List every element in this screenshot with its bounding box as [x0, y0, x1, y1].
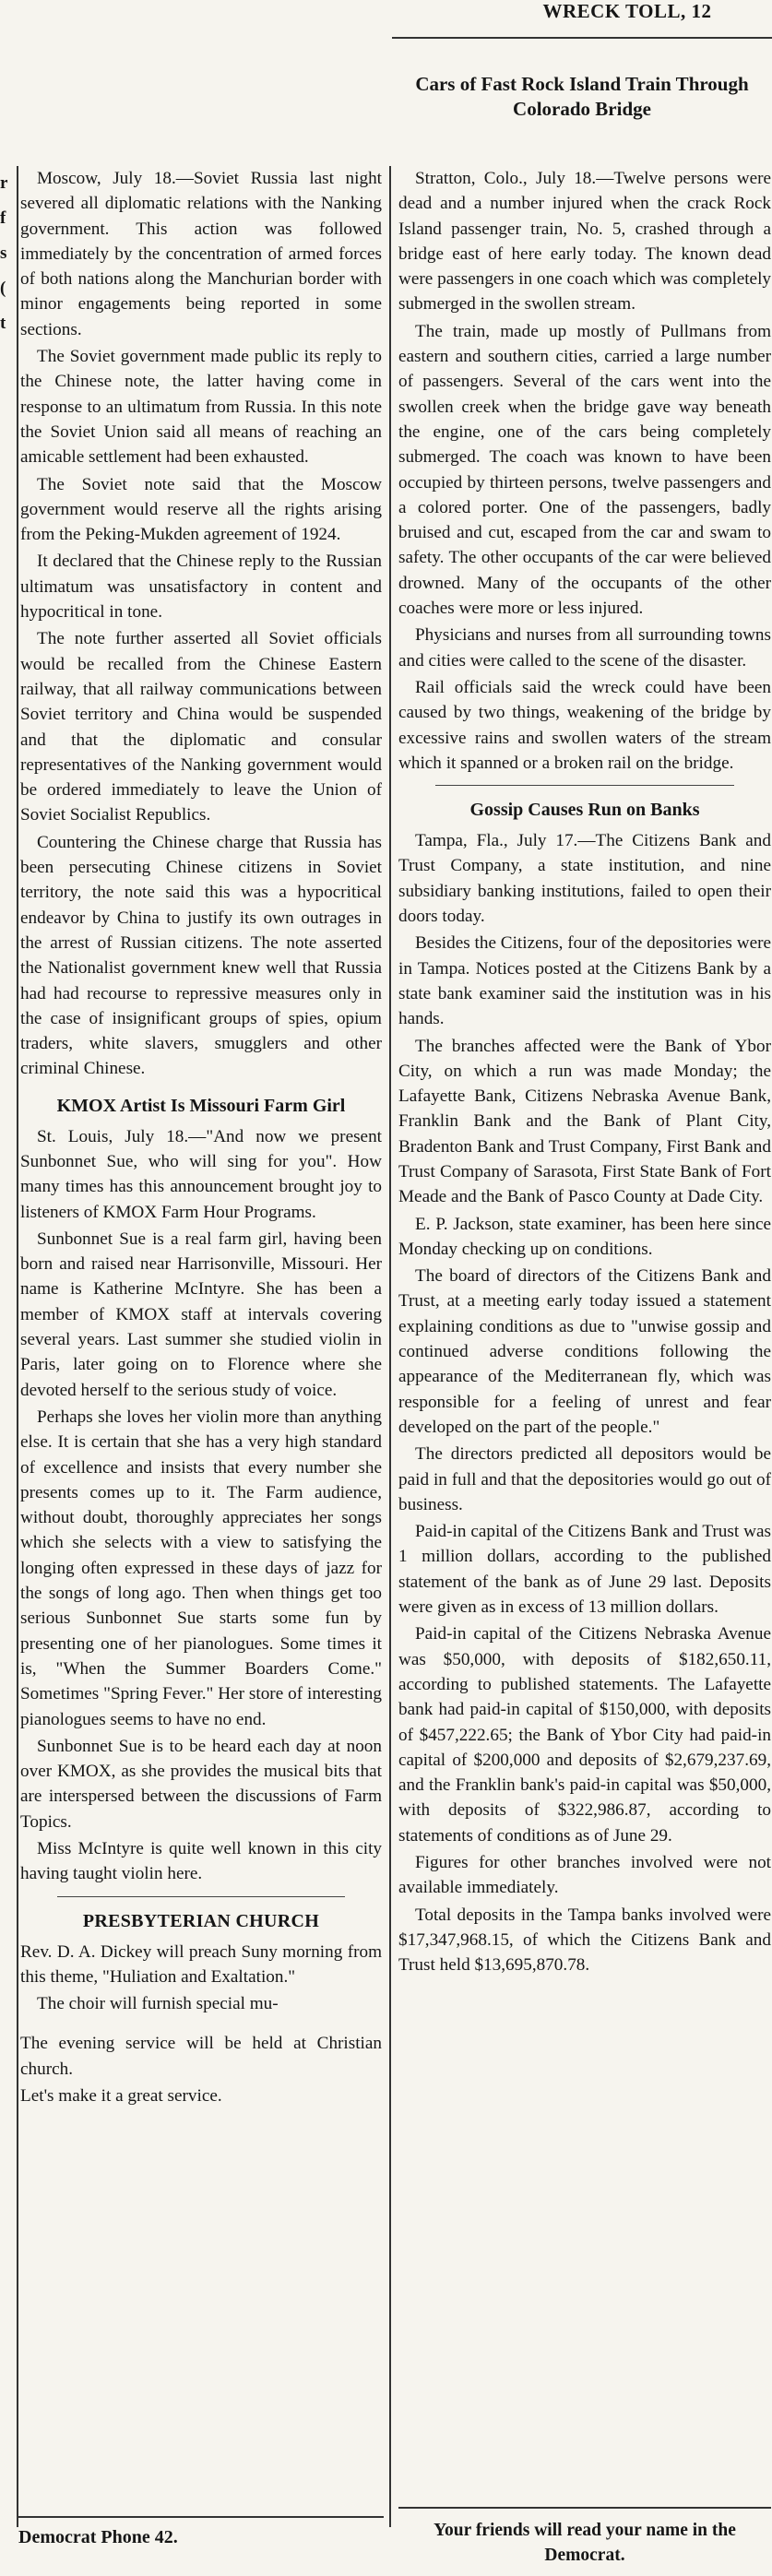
gossip-paragraph: The directors predicted all depositors would be paid in full and that the depositories would go out of business. — [398, 1444, 771, 1514]
kmox-paragraph: St. Louis, July 18.—"And now we present Sunbonnet Sue, who will sing for you". How many times has this announcement brought joy to listeners of KMOX Farm Hour Programs. — [20, 1126, 382, 1222]
edge-letter: ( — [0, 279, 6, 298]
right-footer-rule — [398, 2507, 771, 2509]
edge-letter: s — [0, 243, 7, 263]
section-rule — [435, 785, 734, 786]
section-rule — [57, 1896, 345, 1897]
edge-letter: r — [0, 173, 8, 193]
column-divider — [389, 166, 391, 2527]
left-edge-rule — [17, 166, 18, 2527]
gossip-paragraph: Tampa, Fla., July 17.—The Citizens Bank and Trust Company, a state institution, and nine subsidiary banking institutions, failed to open their doors today. — [398, 831, 771, 927]
gossip-paragraph: Besides the Citizens, four of the depositories were in Tampa. Notices posted at the Citizens Bank by a state bank examiner said the institution was in his hands. — [398, 933, 771, 1029]
gossip-paragraph: Paid-in capital of the Citizens Bank and Trust was 1 million dollars, according to the published statement of the bank as of June 29 last. Deposits were given as in excess of 13 million dollars. — [398, 1522, 771, 1618]
edge-letters — [0, 166, 17, 341]
soviet-paragraph: The Soviet note said that the Moscow government would reserve all the rights arising from the Peking-Mukden agreement of 1924. — [20, 474, 382, 545]
gossip-paragraph: Paid-in capital of the Citizens Nebraska Avenue was $50,000, with deposits of $182,650.11, according to published statements. The Lafayette bank had paid-in capital of $150,000, with deposits of $457,222.65; the Bank of Ybor City had paid-in capital of $200,000 and deposits of $2,679,237.69, and the Franklin bank's paid-in capital was $50,000, with deposits of $322,986.87, according to statements of conditions as of June 29. — [398, 1624, 771, 1846]
church-paragraph: The evening service will be held at Christian church. — [20, 2034, 382, 2079]
gossip-paragraph: E. P. Jackson, state examiner, has been here since Monday checking up on conditions. — [398, 1214, 771, 1259]
kmox-paragraph: Sunbonnet Sue is a real farm girl, having been born and raised near Harrisonville, Missouri. Her name is Katherine McIntyre. She has been a member of KMOX staff at intervals covering several years. Last summer she studied violin in Paris, later going on to Florence where she devoted herself to the serious study of voice. — [20, 1229, 382, 1400]
kmox-paragraph: Miss McIntyre is quite well known in this city having taught violin here. — [20, 1839, 382, 1884]
right-column — [398, 166, 771, 1979]
church-paragraph: The choir will furnish special mu- — [37, 1994, 279, 2014]
left-column — [20, 166, 382, 2110]
left-footer-rule — [18, 2516, 384, 2518]
wreck-paragraph: The train, made up mostly of Pullmans from eastern and southern cities, carried a large number of passengers. Several of the cars went into the swollen creek when the bridge gave way beneath the engine, one of the cars being completely submerged. The coach was known to have been occupied by thirteen persons, twelve passengers and a colored porter. One of the passengers, badly bruised and cut, escaped from the car and swam to safety. The other occupants of the car were believed drowned. Many of the occupants of the other coaches were more or less injured. — [398, 321, 771, 619]
edge-letter: f — [0, 208, 6, 228]
gossip-paragraph: The board of directors of the Citizens Bank and Trust, at a meeting early today issued a statement explaining conditions as due to "unwise gossip and continued adverse conditions following the appearance of the Mediterranean fly, which was responsible for a feeling of unrest and fear developed on the part of the people." — [398, 1266, 771, 1437]
soviet-paragraph: It declared that the Chinese reply to the Russian ultimatum was unsatisfactory in content and hypocritical in tone. — [20, 552, 382, 623]
kmox-paragraph: Perhaps she loves her violin more than anything else. It is certain that she has a very high standard of excellence and insists that every number she presents comes up to it. The Farm audience, without doubt, thoroughly appreciates her songs which she selects with a view to satisfying the longing often expressed in these days of jazz for the songs of long ago. Then when things get too serious Sunbonnet Sue starts some fun by presenting one of her pianologues. Some times it is, "When the Summer Boarders Come." Sometimes "Spring Fever." Her store of interesting pianologues seems to have no end. — [20, 1407, 382, 1729]
wreck-paragraph: Physicians and nurses from all surrounding towns and cities were called to the scene of the disaster. — [398, 625, 771, 671]
church-headline: PRESBYTERIAN CHURCH — [82, 1910, 320, 1931]
edge-letter: t — [0, 314, 6, 333]
gossip-paragraph: Figures for other branches involved were not available immediately. — [398, 1853, 771, 1898]
church-paragraph: Rev. D. A. Dickey will preach Suny morning from this theme, "Huliation and Exaltation." — [20, 1941, 382, 1987]
soviet-paragraph: The Soviet government made public its reply to the Chinese note, the latter having come in response to an ultimatum from Russia. In this note the Soviet Union said all means of reaching an amicable settlement had been exhausted. — [20, 347, 382, 468]
header-rule — [392, 37, 772, 39]
gossip-paragraph: Total deposits in the Tampa banks involved were $17,347,968.15, of which the Citizens Bank and Trust held $13,695,870.78. — [398, 1905, 771, 1976]
soviet-paragraph: The note further asserted all Soviet officials would be recalled from the Chinese Eastern railway, that all railway communications between Soviet territory and China would be suspended and that the diplomatic and consular representatives of the Nanking government would be ordered immediately to leave the Union of Soviet Socialist Republics. — [20, 629, 382, 825]
gossip-paragraph: The branches affected were the Bank of Ybor City, on which a run was made Monday; the Lafayette Bank, Citizens Nebraska Avenue Bank, Franklin Bank and the Bank of Plant City, Bradenton Bank and Trust Company, First Bank and Trust Company of Sarasota, First State Bank of Fort Meade and the Bank of Pasco County at Dade City. — [398, 1036, 771, 1207]
kmox-headline: KMOX Artist Is Missouri Farm Girl — [56, 1095, 346, 1116]
wreck-paragraph: Stratton, Colo., July 18.—Twelve persons were dead and a number injured when the crack Rock Island passenger train, No. 5, crashed through a bridge east of here early today. The known dead were passengers in one coach which was completely submerged in the swollen stream. — [398, 169, 771, 315]
democrat-notice: Your friends will read your name in the Democrat. — [434, 2521, 736, 2565]
democrat-phone: Democrat Phone 42. — [18, 2527, 178, 2547]
kmox-paragraph: Sunbonnet Sue is to be heard each day at noon over KMOX, as she provides the musical bits that are interspersed between the discussions of Farm Topics. — [20, 1736, 382, 1832]
church-paragraph: Let's make it a great service. — [20, 2086, 222, 2107]
wreck-headline: WRECK TOLL, 12 — [542, 0, 712, 22]
soviet-paragraph: Moscow, July 18.—Soviet Russia last night severed all diplomatic relations with the Nanking government. This action was followed immediately by the concentration of armed forces of both nations along the Manchurian border with minor engagements being reported in some sections. — [20, 169, 382, 339]
wreck-paragraph: Rail officials said the wreck could have been caused by two things, weakening of the bridge by excessive rains and swollen waters of the stream which it spanned or a broken rail on the bridge. — [398, 677, 771, 773]
gossip-headline: Gossip Causes Run on Banks — [469, 800, 700, 821]
wreck-subheadline: Cars of Fast Rock Island Train Through Colorado Bridge — [415, 73, 749, 121]
soviet-paragraph: Countering the Chinese charge that Russia has been persecuting Chinese citizens in Soviet territory, the note said this was a hypocritical endeavor by China to justify its own outrages in the arrest of Russian citizens. The note asserted the Nationalist government knew well that Russia had had recourse to repressive measures only in the case of insignificant groups of spies, opium traders, white slavers, smugglers and other criminal Chinese. — [20, 832, 382, 1079]
